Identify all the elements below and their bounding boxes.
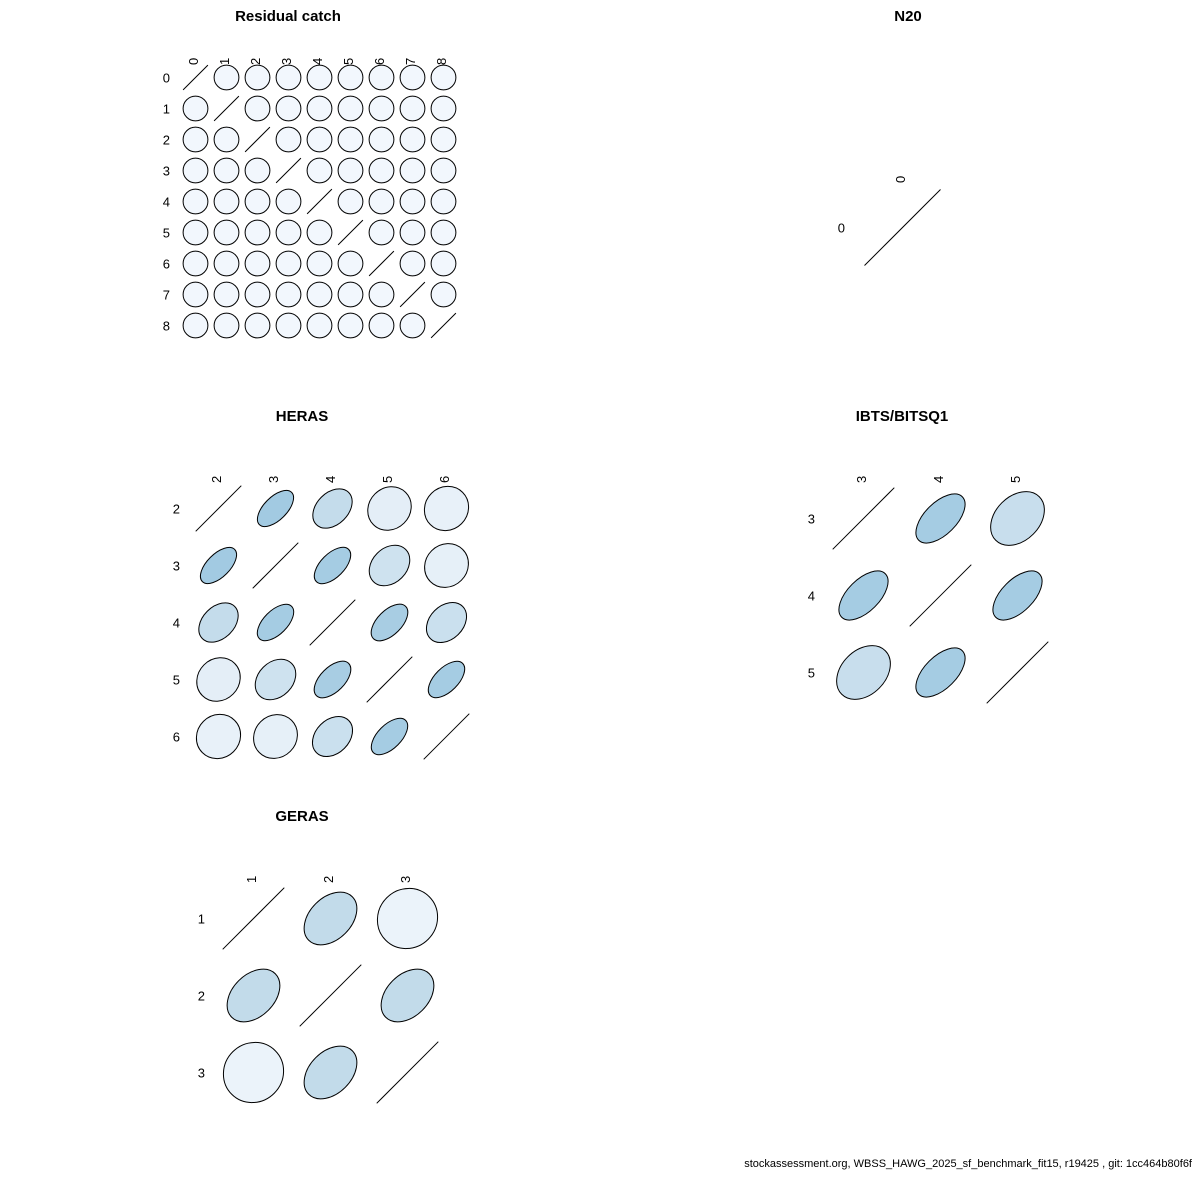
diagonal-line [245,127,270,152]
diagonal-line [196,486,242,532]
correlation-ellipse [426,122,461,157]
correlation-ellipse [415,477,477,539]
matrix-geras [197,875,446,1111]
correlation-ellipse [305,481,360,536]
row-label: 5 [162,225,170,240]
panel-title-residual-catch: Residual catch [235,8,341,25]
diagonal-line [377,1042,439,1104]
correlation-ellipse [240,184,275,219]
diagonal-line [865,190,941,266]
correlation-ellipse [333,153,368,188]
diagonal-line [183,65,208,90]
ellipse-grid [180,62,459,341]
column-label: 4 [930,475,946,483]
column-label: 5 [1007,475,1023,483]
correlation-ellipse [395,122,430,157]
column-label: 3 [278,57,294,65]
correlation-ellipse [302,246,337,281]
correlation-ellipse [271,57,306,95]
correlation-ellipse [426,57,461,95]
row-label: 2 [197,988,205,1003]
correlation-ellipse [364,91,399,126]
correlation-ellipse [364,57,399,95]
correlation-ellipse [333,91,368,126]
correlation-ellipse [302,91,337,126]
correlation-ellipse [426,184,461,219]
correlation-ellipse [178,122,213,157]
correlation-ellipse [209,308,244,343]
panel-title-heras: HERAS [275,408,329,425]
correlation-ellipse [333,246,368,281]
correlation-ellipse [240,308,275,343]
correlation-ellipse [395,215,430,250]
correlation-ellipse [826,635,901,710]
correlation-ellipse [271,277,306,312]
diagonal-line [987,642,1049,704]
column-label: 6 [436,475,452,483]
column-label: 2 [208,475,224,483]
row-label: 4 [172,615,180,630]
diagonal-line [400,282,425,307]
correlation-ellipse [211,1030,296,1115]
diagonal-line [223,888,285,950]
correlation-ellipse [271,246,306,281]
diagonal-line [310,600,356,646]
correlation-ellipse [395,153,430,188]
correlation-ellipse [209,215,244,250]
column-label: 5 [340,57,356,65]
correlation-ellipse [359,475,420,539]
correlation-ellipse [247,651,304,708]
correlation-ellipse [305,709,361,765]
diagonal-line [253,543,299,589]
column-label: 2 [320,875,336,883]
correlation-ellipse [364,308,399,343]
panel-title-geras: GERAS [275,808,329,825]
panel-title-n20: N20 [894,8,922,25]
column-label: 4 [309,57,325,65]
diagonal-line [910,565,972,627]
row-label: 5 [172,672,180,687]
correlation-ellipse [271,122,306,157]
row-label: 3 [197,1065,205,1080]
diagonal-line [424,714,470,760]
column-label: 7 [402,57,418,65]
correlation-ellipse [419,595,475,651]
diagonal-line [300,965,362,1027]
correlation-ellipse [178,184,213,219]
correlation-ellipse [271,184,306,219]
correlation-ellipse [240,57,275,95]
row-label: 3 [162,163,170,178]
diagonal-line [338,220,363,245]
correlation-ellipse [333,122,368,157]
correlation-ellipse [980,481,1055,556]
column-label: 1 [243,875,259,883]
correlation-ellipse [364,184,399,219]
correlation-ellipse [395,308,430,343]
correlation-ellipse [188,649,249,710]
correlation-ellipse [830,562,896,628]
correlation-ellipse [302,153,337,188]
correlation-ellipse [426,153,461,188]
column-label: 1 [216,57,232,65]
panel-title-ibts-bitsq1: IBTS/BITSQ1 [855,408,949,425]
correlation-ellipse [302,277,337,312]
correlation-ellipse [361,537,418,594]
correlation-ellipse [178,277,213,312]
correlation-ellipse [333,184,368,219]
correlation-ellipse [240,153,275,188]
correlation-ellipse [178,246,213,281]
row-label: 1 [162,101,170,116]
correlation-ellipse [240,277,275,312]
row-label: 3 [807,511,815,526]
correlation-ellipse [209,122,244,157]
correlation-ellipse [308,655,358,705]
correlation-ellipse [422,655,471,704]
column-label: 0 [185,57,201,65]
correlation-ellipse [294,1036,367,1109]
column-label: 3 [397,875,413,883]
diagonal-line [369,251,394,276]
correlation-ellipse [907,485,973,551]
correlation-ellipse [240,215,275,250]
correlation-ellipse [365,598,415,648]
correlation-ellipse [240,246,275,281]
correlation-ellipse [209,153,244,188]
row-label: 7 [162,287,170,302]
correlation-ellipse [194,541,242,589]
correlation-ellipse [364,122,399,157]
correlation-ellipse [426,246,461,281]
diagonal-line [276,158,301,183]
correlation-ellipse [209,246,244,281]
row-label: 5 [807,665,815,680]
row-label: 4 [807,588,815,603]
correlation-ellipse [271,308,306,343]
row-label: 0 [162,70,170,85]
column-label: 0 [892,175,908,183]
correlation-ellipse [271,215,306,250]
diagonal-line [367,657,413,703]
column-label: 2 [247,57,263,65]
correlation-ellipse [426,215,461,250]
diagonal-line [214,96,239,121]
column-label: 4 [322,475,338,483]
correlation-ellipse [364,153,399,188]
correlation-ellipse [178,91,213,126]
correlation-ellipse [416,535,478,597]
correlation-ellipse [395,184,430,219]
row-label: 0 [837,220,845,235]
correlation-ellipse [209,57,244,95]
footer-caption: stockassessment.org, WBSS_HAWG_2025_sf_benchmark_fit15, r19425 , git: 1cc464b80f6f [744,1158,1192,1170]
correlation-ellipse [308,541,357,590]
correlation-ellipse [333,277,368,312]
row-label: 2 [172,501,180,516]
row-label: 1 [197,911,205,926]
correlation-ellipse [251,598,300,647]
correlation-ellipse [395,246,430,281]
correlation-ellipse [365,876,450,961]
correlation-ellipse [178,153,213,188]
ellipse-grid [190,480,475,765]
row-label: 2 [162,132,170,147]
correlation-ellipse [333,57,368,95]
diagonal-line [833,488,895,550]
correlation-ellipse [209,184,244,219]
matrix-residual-catch [162,57,459,341]
correlation-ellipse [302,308,337,343]
correlation-ellipse [395,91,430,126]
correlation-ellipse [426,277,461,312]
column-label: 5 [379,475,395,483]
correlation-ellipse [294,882,367,955]
ellipse-grid [215,880,446,1111]
correlation-ellipse [187,705,249,767]
correlation-ellipse [191,595,246,650]
matrix-ibts-bitsq1 [807,475,1056,711]
correlation-ellipse [364,215,399,250]
matrix-heras [172,475,475,765]
row-label: 3 [172,558,180,573]
ellipse-grid [825,480,1056,711]
correlation-ellipse [302,122,337,157]
correlation-ellipse [371,959,444,1032]
row-label: 8 [162,318,170,333]
correlation-ellipse [395,57,430,95]
diagonal-line [307,189,332,214]
row-label: 6 [172,729,180,744]
correlation-ellipse [333,308,368,343]
correlation-ellipse [302,57,337,95]
correlation-ellipse [271,91,306,126]
column-label: 8 [433,57,449,65]
correlation-ellipse [302,215,337,250]
correlation-ellipse [251,484,299,532]
correlation-ellipse [178,308,213,343]
row-label: 4 [162,194,170,209]
correlation-ellipse [209,277,244,312]
ellipse-grid [855,180,950,275]
diagonal-line [431,313,456,338]
correlation-ellipse [426,91,461,126]
correlation-ellipse [364,277,399,312]
column-label: 3 [853,475,869,483]
correlation-ellipse [907,639,973,705]
column-label: 3 [265,475,281,483]
column-label: 6 [371,57,387,65]
correlation-ellipse [178,215,213,250]
correlation-ellipse [245,706,307,768]
correlation-ellipse [240,91,275,126]
matrix-n20 [837,175,950,275]
correlation-ellipse [217,959,290,1032]
correlation-ellipse [365,712,414,761]
row-label: 6 [162,256,170,271]
correlation-ellipse [984,562,1050,628]
